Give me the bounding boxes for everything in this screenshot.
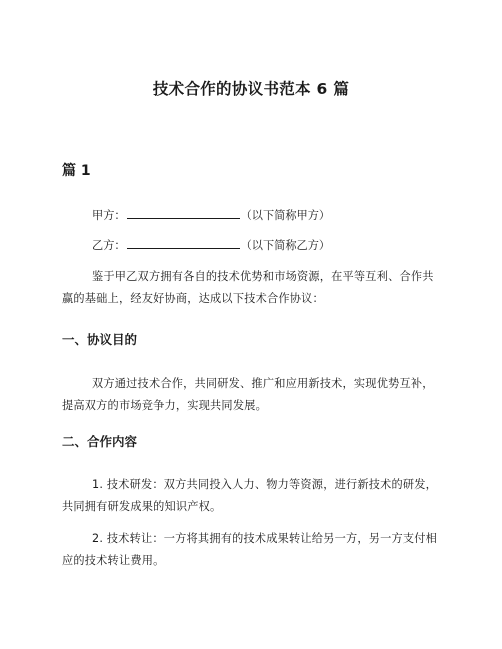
- intro-paragraph: 鉴于甲乙双方拥有各自的技术优势和市场资源，在平等互利、合作共赢的基础上，经友好协商，达成以下技术合作协议：: [62, 270, 434, 305]
- party-a-label: 甲方：: [92, 209, 126, 222]
- party-a-note: （以下简称甲方）: [240, 209, 331, 222]
- party-b-note: （以下简称乙方）: [240, 239, 331, 252]
- section-label: 篇 1: [62, 163, 91, 179]
- party-a-blank: [127, 207, 240, 219]
- section-heading-purpose: 一、协议目的: [62, 332, 138, 347]
- purpose-paragraph: 双方通过技术合作，共同研发、推广和应用新技术，实现优势互补，提高双方的市场竞争力，实现共同发展。: [62, 377, 434, 412]
- party-a-line: [92, 205, 330, 227]
- party-b-label: 乙方：: [92, 239, 126, 252]
- section-heading-content: 二、合作内容: [62, 434, 138, 449]
- party-b-blank: [127, 237, 240, 249]
- party-b-line: [92, 235, 330, 257]
- content-paragraph-1: 1. 技术研发：双方共同投入人力、物力等资源，进行新技术的研发，共同拥有研发成果的知识产权。: [62, 478, 438, 513]
- document-title: 技术合作的协议书范本 6 篇: [152, 80, 350, 98]
- content-paragraph-2: 2. 技术转让：一方将其拥有的技术成果转让给另一方，另一方支付相应的技术转让费用。: [62, 532, 438, 567]
